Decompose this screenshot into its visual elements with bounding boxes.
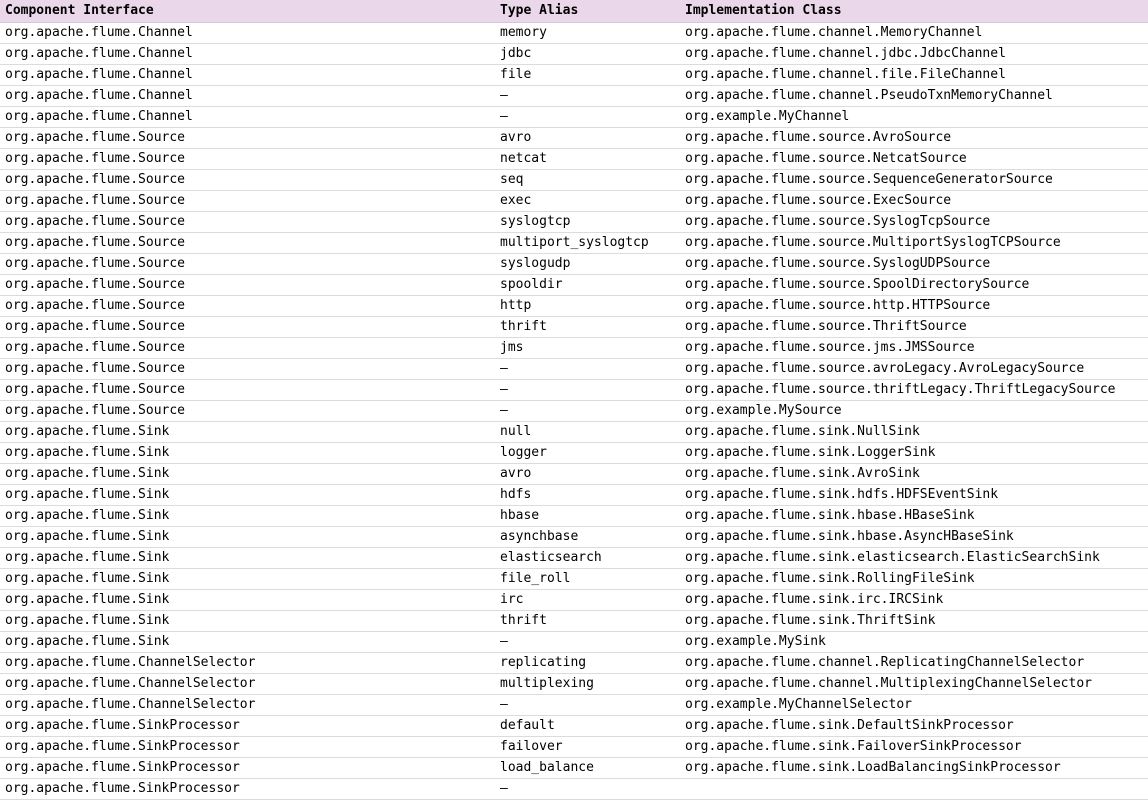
cell-type-alias: load_balance	[495, 758, 680, 779]
table-row	[0, 548, 1148, 569]
table-row	[0, 128, 1148, 149]
cell-component-interface: org.apache.flume.Source	[0, 233, 495, 254]
cell-implementation-class: org.example.MySource	[680, 401, 1148, 422]
table-row	[0, 611, 1148, 632]
cell-component-interface: org.apache.flume.Channel	[0, 65, 495, 86]
table-row	[0, 380, 1148, 401]
cell-implementation-class: org.example.MySink	[680, 632, 1148, 653]
cell-implementation-class: org.apache.flume.channel.file.FileChannel	[680, 65, 1148, 86]
cell-type-alias: http	[495, 296, 680, 317]
table-row	[0, 506, 1148, 527]
cell-implementation-class: org.apache.flume.sink.LoggerSink	[680, 443, 1148, 464]
table-row	[0, 695, 1148, 716]
cell-component-interface: org.apache.flume.Source	[0, 359, 495, 380]
table-row	[0, 443, 1148, 464]
cell-component-interface: org.apache.flume.Sink	[0, 569, 495, 590]
cell-type-alias: netcat	[495, 149, 680, 170]
table-row	[0, 590, 1148, 611]
table-row	[0, 170, 1148, 191]
cell-type-alias: avro	[495, 464, 680, 485]
cell-implementation-class: org.apache.flume.source.jms.JMSSource	[680, 338, 1148, 359]
cell-implementation-class: org.apache.flume.source.NetcatSource	[680, 149, 1148, 170]
cell-type-alias: –	[495, 779, 680, 800]
table-row	[0, 338, 1148, 359]
cell-implementation-class: org.apache.flume.sink.hdfs.HDFSEventSink	[680, 485, 1148, 506]
cell-type-alias: thrift	[495, 317, 680, 338]
table-header	[0, 0, 1148, 23]
table-row	[0, 107, 1148, 128]
cell-implementation-class: org.apache.flume.sink.ThriftSink	[680, 611, 1148, 632]
table-row	[0, 317, 1148, 338]
cell-implementation-class: org.apache.flume.source.SequenceGeneratorSource	[680, 170, 1148, 191]
cell-type-alias: null	[495, 422, 680, 443]
cell-type-alias: hdfs	[495, 485, 680, 506]
cell-type-alias: irc	[495, 590, 680, 611]
cell-type-alias: elasticsearch	[495, 548, 680, 569]
cell-implementation-class: org.apache.flume.source.ThriftSource	[680, 317, 1148, 338]
cell-implementation-class: org.apache.flume.source.avroLegacy.AvroLegacySource	[680, 359, 1148, 380]
cell-type-alias: file_roll	[495, 569, 680, 590]
cell-component-interface: org.apache.flume.Source	[0, 380, 495, 401]
cell-component-interface: org.apache.flume.Source	[0, 170, 495, 191]
cell-implementation-class: org.apache.flume.source.SyslogUDPSource	[680, 254, 1148, 275]
cell-component-interface: org.apache.flume.Source	[0, 149, 495, 170]
cell-type-alias: multiplexing	[495, 674, 680, 695]
cell-implementation-class: org.apache.flume.sink.hbase.AsyncHBaseSink	[680, 527, 1148, 548]
cell-implementation-class: org.apache.flume.source.ExecSource	[680, 191, 1148, 212]
cell-implementation-class: org.apache.flume.source.thriftLegacy.ThriftLegacySource	[680, 380, 1148, 401]
cell-implementation-class: org.apache.flume.channel.jdbc.JdbcChannel	[680, 44, 1148, 65]
table-row	[0, 674, 1148, 695]
cell-implementation-class: org.apache.flume.sink.FailoverSinkProcessor	[680, 737, 1148, 758]
table-row	[0, 212, 1148, 233]
table-row	[0, 527, 1148, 548]
table-row	[0, 275, 1148, 296]
cell-implementation-class: org.apache.flume.sink.irc.IRCSink	[680, 590, 1148, 611]
table-row	[0, 401, 1148, 422]
cell-component-interface: org.apache.flume.Channel	[0, 86, 495, 107]
cell-implementation-class: org.apache.flume.source.http.HTTPSource	[680, 296, 1148, 317]
cell-type-alias: jms	[495, 338, 680, 359]
cell-type-alias: –	[495, 401, 680, 422]
table-row	[0, 758, 1148, 779]
cell-implementation-class: org.apache.flume.channel.MemoryChannel	[680, 23, 1148, 44]
cell-type-alias: default	[495, 716, 680, 737]
header-type-alias: Type Alias	[495, 0, 680, 23]
cell-type-alias: –	[495, 380, 680, 401]
cell-implementation-class: org.apache.flume.sink.NullSink	[680, 422, 1148, 443]
cell-implementation-class: org.example.MyChannelSelector	[680, 695, 1148, 716]
table-row	[0, 191, 1148, 212]
cell-implementation-class: org.apache.flume.sink.elasticsearch.ElasticSearchSink	[680, 548, 1148, 569]
cell-component-interface: org.apache.flume.SinkProcessor	[0, 716, 495, 737]
table-row	[0, 569, 1148, 590]
cell-type-alias: –	[495, 107, 680, 128]
table-row	[0, 779, 1148, 800]
table-row	[0, 254, 1148, 275]
cell-component-interface: org.apache.flume.SinkProcessor	[0, 758, 495, 779]
cell-component-interface: org.apache.flume.Source	[0, 317, 495, 338]
cell-type-alias: –	[495, 632, 680, 653]
cell-component-interface: org.apache.flume.Sink	[0, 485, 495, 506]
table-row	[0, 65, 1148, 86]
table-row	[0, 149, 1148, 170]
cell-type-alias: asynchbase	[495, 527, 680, 548]
cell-type-alias: memory	[495, 23, 680, 44]
cell-type-alias: exec	[495, 191, 680, 212]
table-row	[0, 632, 1148, 653]
cell-implementation-class: org.apache.flume.sink.AvroSink	[680, 464, 1148, 485]
cell-component-interface: org.apache.flume.Source	[0, 191, 495, 212]
cell-component-interface: org.apache.flume.Sink	[0, 506, 495, 527]
cell-component-interface: org.apache.flume.Sink	[0, 590, 495, 611]
header-implementation-class: Implementation Class	[680, 0, 1148, 23]
cell-component-interface: org.apache.flume.Source	[0, 275, 495, 296]
cell-component-interface: org.apache.flume.ChannelSelector	[0, 674, 495, 695]
cell-implementation-class: org.apache.flume.source.AvroSource	[680, 128, 1148, 149]
cell-type-alias: –	[495, 359, 680, 380]
cell-component-interface: org.apache.flume.Source	[0, 212, 495, 233]
header-row	[0, 0, 1148, 23]
header-component-interface: Component Interface	[0, 0, 495, 23]
cell-component-interface: org.apache.flume.Source	[0, 338, 495, 359]
cell-type-alias: jdbc	[495, 44, 680, 65]
table-row	[0, 485, 1148, 506]
cell-implementation-class: org.apache.flume.channel.ReplicatingChannelSelector	[680, 653, 1148, 674]
cell-type-alias: thrift	[495, 611, 680, 632]
cell-type-alias: spooldir	[495, 275, 680, 296]
cell-component-interface: org.apache.flume.Sink	[0, 611, 495, 632]
table-row	[0, 44, 1148, 65]
cell-component-interface: org.apache.flume.Sink	[0, 422, 495, 443]
cell-implementation-class: org.apache.flume.channel.PseudoTxnMemoryChannel	[680, 86, 1148, 107]
cell-component-interface: org.apache.flume.Source	[0, 254, 495, 275]
cell-component-interface: org.apache.flume.ChannelSelector	[0, 695, 495, 716]
table-row	[0, 23, 1148, 44]
cell-implementation-class: org.apache.flume.source.SyslogTcpSource	[680, 212, 1148, 233]
cell-type-alias: syslogudp	[495, 254, 680, 275]
cell-component-interface: org.apache.flume.Channel	[0, 44, 495, 65]
cell-component-interface: org.apache.flume.Sink	[0, 443, 495, 464]
cell-component-interface: org.apache.flume.Source	[0, 296, 495, 317]
cell-implementation-class: org.apache.flume.source.SpoolDirectorySource	[680, 275, 1148, 296]
table-row	[0, 464, 1148, 485]
cell-type-alias: –	[495, 695, 680, 716]
cell-implementation-class: org.apache.flume.sink.hbase.HBaseSink	[680, 506, 1148, 527]
cell-type-alias: replicating	[495, 653, 680, 674]
cell-type-alias: avro	[495, 128, 680, 149]
cell-type-alias: hbase	[495, 506, 680, 527]
cell-component-interface: org.apache.flume.Sink	[0, 464, 495, 485]
table-row	[0, 737, 1148, 758]
cell-component-interface: org.apache.flume.Sink	[0, 548, 495, 569]
table-row	[0, 296, 1148, 317]
cell-type-alias: failover	[495, 737, 680, 758]
cell-component-interface: org.apache.flume.Source	[0, 401, 495, 422]
cell-type-alias: logger	[495, 443, 680, 464]
cell-type-alias: multiport_syslogtcp	[495, 233, 680, 254]
cell-type-alias: –	[495, 86, 680, 107]
table-row	[0, 653, 1148, 674]
cell-component-interface: org.apache.flume.SinkProcessor	[0, 737, 495, 758]
table-row	[0, 86, 1148, 107]
cell-type-alias: seq	[495, 170, 680, 191]
table-row	[0, 422, 1148, 443]
cell-component-interface: org.apache.flume.Channel	[0, 107, 495, 128]
cell-component-interface: org.apache.flume.Sink	[0, 632, 495, 653]
cell-component-interface: org.apache.flume.Channel	[0, 23, 495, 44]
cell-implementation-class: org.apache.flume.sink.RollingFileSink	[680, 569, 1148, 590]
cell-component-interface: org.apache.flume.Source	[0, 128, 495, 149]
cell-implementation-class: org.apache.flume.source.MultiportSyslogTCPSource	[680, 233, 1148, 254]
cell-implementation-class: org.apache.flume.sink.DefaultSinkProcessor	[680, 716, 1148, 737]
cell-type-alias: syslogtcp	[495, 212, 680, 233]
table-body	[0, 23, 1148, 800]
cell-type-alias: file	[495, 65, 680, 86]
cell-component-interface: org.apache.flume.Sink	[0, 527, 495, 548]
cell-implementation-class: org.apache.flume.sink.LoadBalancingSinkProcessor	[680, 758, 1148, 779]
table-row	[0, 716, 1148, 737]
table-row	[0, 359, 1148, 380]
cell-component-interface: org.apache.flume.SinkProcessor	[0, 779, 495, 800]
cell-component-interface: org.apache.flume.ChannelSelector	[0, 653, 495, 674]
cell-implementation-class: org.apache.flume.channel.MultiplexingChannelSelector	[680, 674, 1148, 695]
cell-implementation-class: org.example.MyChannel	[680, 107, 1148, 128]
table-row	[0, 233, 1148, 254]
cell-implementation-class	[680, 779, 1148, 800]
